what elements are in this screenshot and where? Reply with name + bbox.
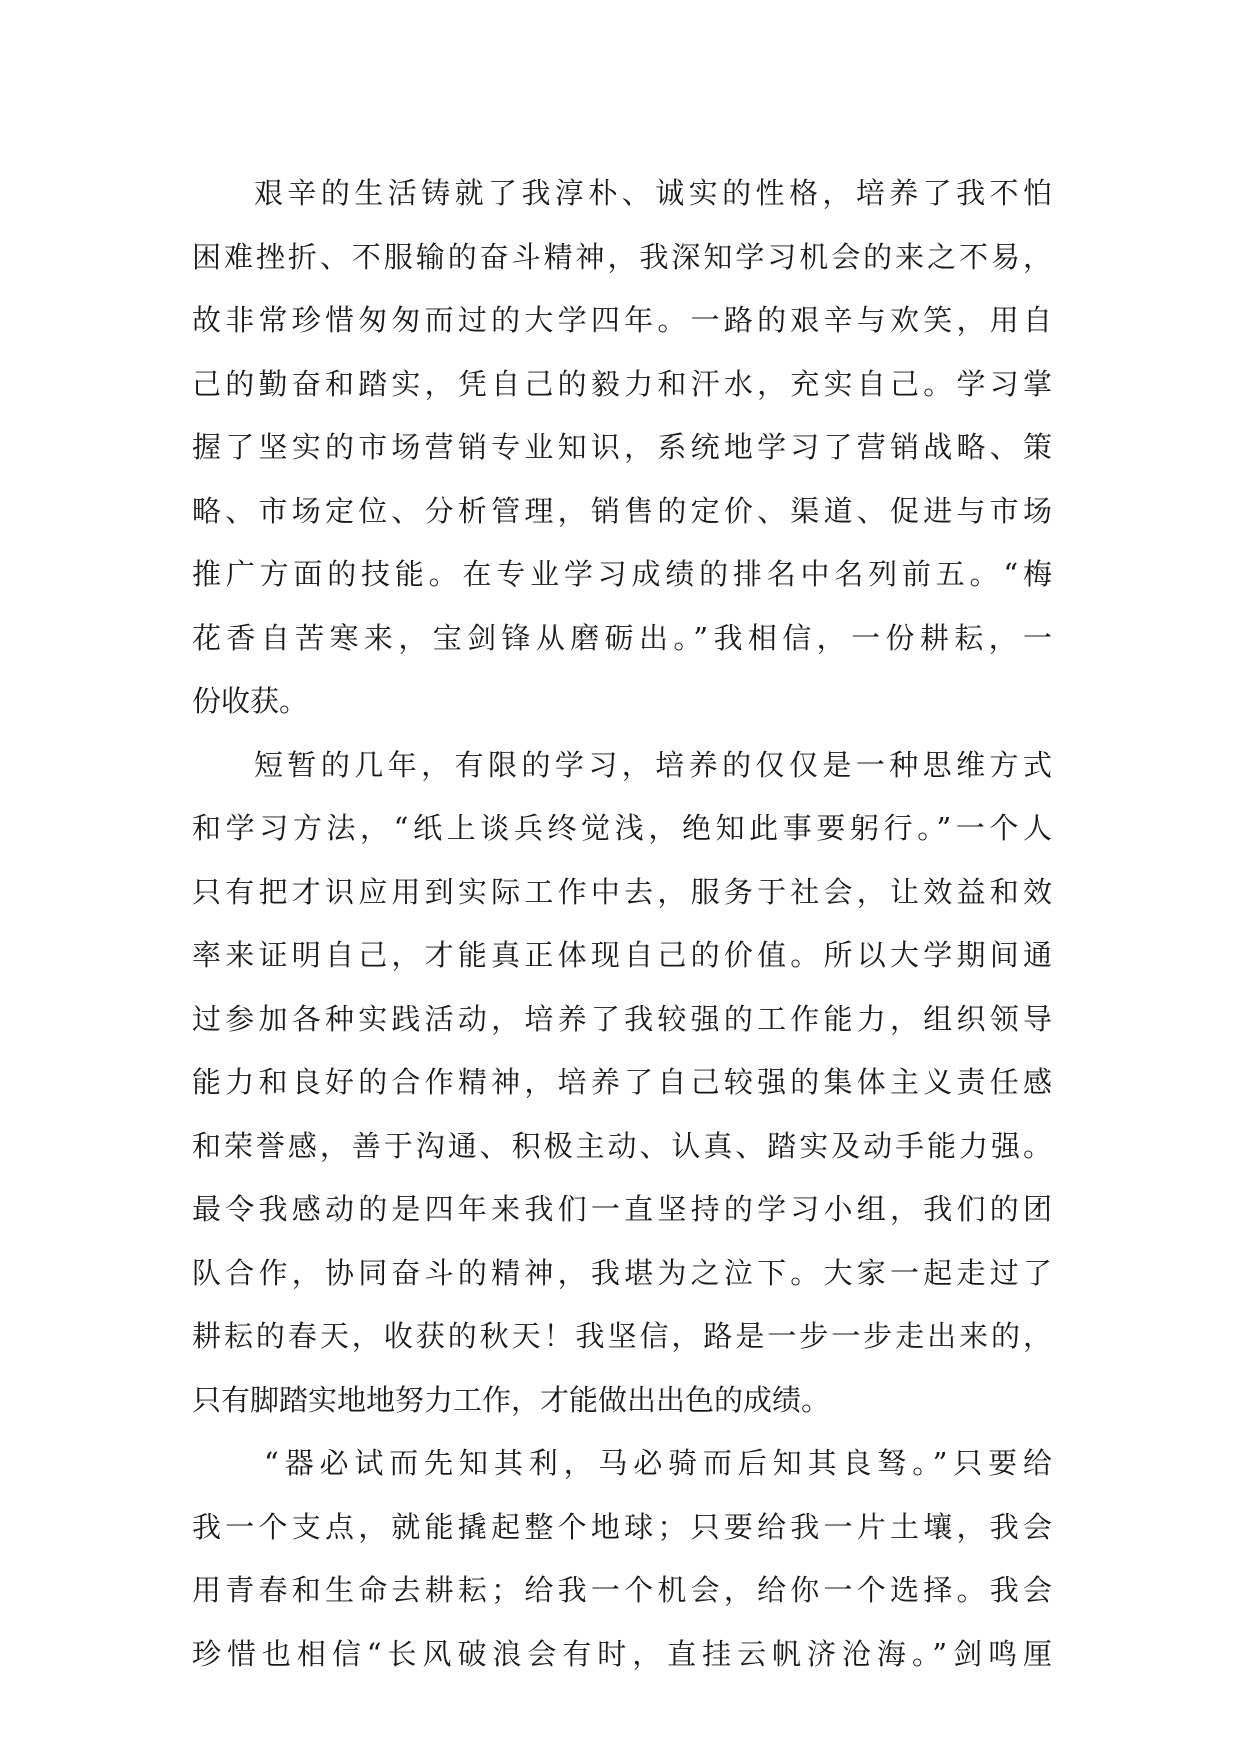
- text-line: 能力和良好的合作精神，培养了自己较强的集体主义责任感: [192, 1065, 1052, 1099]
- text-line: 己的勤奋和踏实，凭自己的毅力和汗水，充实自己。学习掌: [192, 366, 1052, 401]
- document-body: [192, 162, 1052, 1686]
- text-line: 份收获。: [192, 684, 309, 718]
- text-line: 耕耘的春天，收获的秋天！我坚信，路是一步一步走出来的，: [192, 1319, 1052, 1353]
- text-line: 花香自苦寒来，宝剑锋从磨砺出。”我相信，一份耕耘，一: [192, 620, 1052, 655]
- text-line: 最令我感动的是四年来我们一直坚持的学习小组，我们的团: [192, 1192, 1052, 1226]
- text-line: 推广方面的技能。在专业学习成绩的排名中名列前五。“梅: [192, 557, 1052, 591]
- text-line: 和学习方法，“纸上谈兵终觉浅，绝知此事要躬行。”一个人: [192, 811, 1052, 845]
- text-line: 率来证明自己，才能真正体现自己的价值。所以大学期间通: [192, 938, 1052, 972]
- paragraph-2: [192, 734, 1052, 1433]
- text-line: 队合作，协同奋斗的精神，我堪为之泣下。大家一起走过了: [192, 1255, 1052, 1290]
- text-line: 过参加各种实践活动，培养了我较强的工作能力，组织领导: [192, 1001, 1052, 1036]
- text-line: 困难挫折、不服输的奋斗精神，我深知学习机会的来之不易，: [192, 239, 1052, 274]
- text-line: 我一个支点，就能撬起整个地球；只要给我一片土壤，我会: [192, 1509, 1052, 1544]
- text-line: “器必试而先知其利，马必骑而后知其良驽。”只要给: [264, 1446, 1052, 1480]
- text-line: 短暂的几年，有限的学习，培养的仅仅是一种思维方式: [254, 747, 1052, 782]
- text-line: 故非常珍惜匆匆而过的大学四年。一路的艰辛与欢笑，用自: [192, 303, 1052, 337]
- text-line: 珍惜也相信“长风破浪会有时，直挂云帆济沧海。”剑鸣厘: [192, 1636, 1052, 1671]
- paragraph-3: [192, 1432, 1052, 1686]
- text-line: 略、市场定位、分析管理，销售的定价、渠道、促进与市场: [192, 493, 1052, 528]
- text-line: 用青春和生命去耕耘；给我一个机会，给你一个选择。我会: [192, 1573, 1052, 1607]
- text-line: 只有脚踏实地地努力工作，才能做出出色的成绩。: [192, 1382, 831, 1417]
- paragraph-1: [192, 162, 1052, 734]
- text-line: 握了坚实的市场营销专业知识，系统地学习了营销战略、策: [192, 430, 1052, 464]
- text-line: 艰辛的生活铸就了我淳朴、诚实的性格，培养了我不怕: [254, 176, 1052, 210]
- text-line: 只有把才识应用到实际工作中去，服务于社会，让效益和效: [192, 874, 1052, 909]
- text-line: 和荣誉感，善于沟通、积极主动、认真、踏实及动手能力强。: [192, 1128, 1052, 1163]
